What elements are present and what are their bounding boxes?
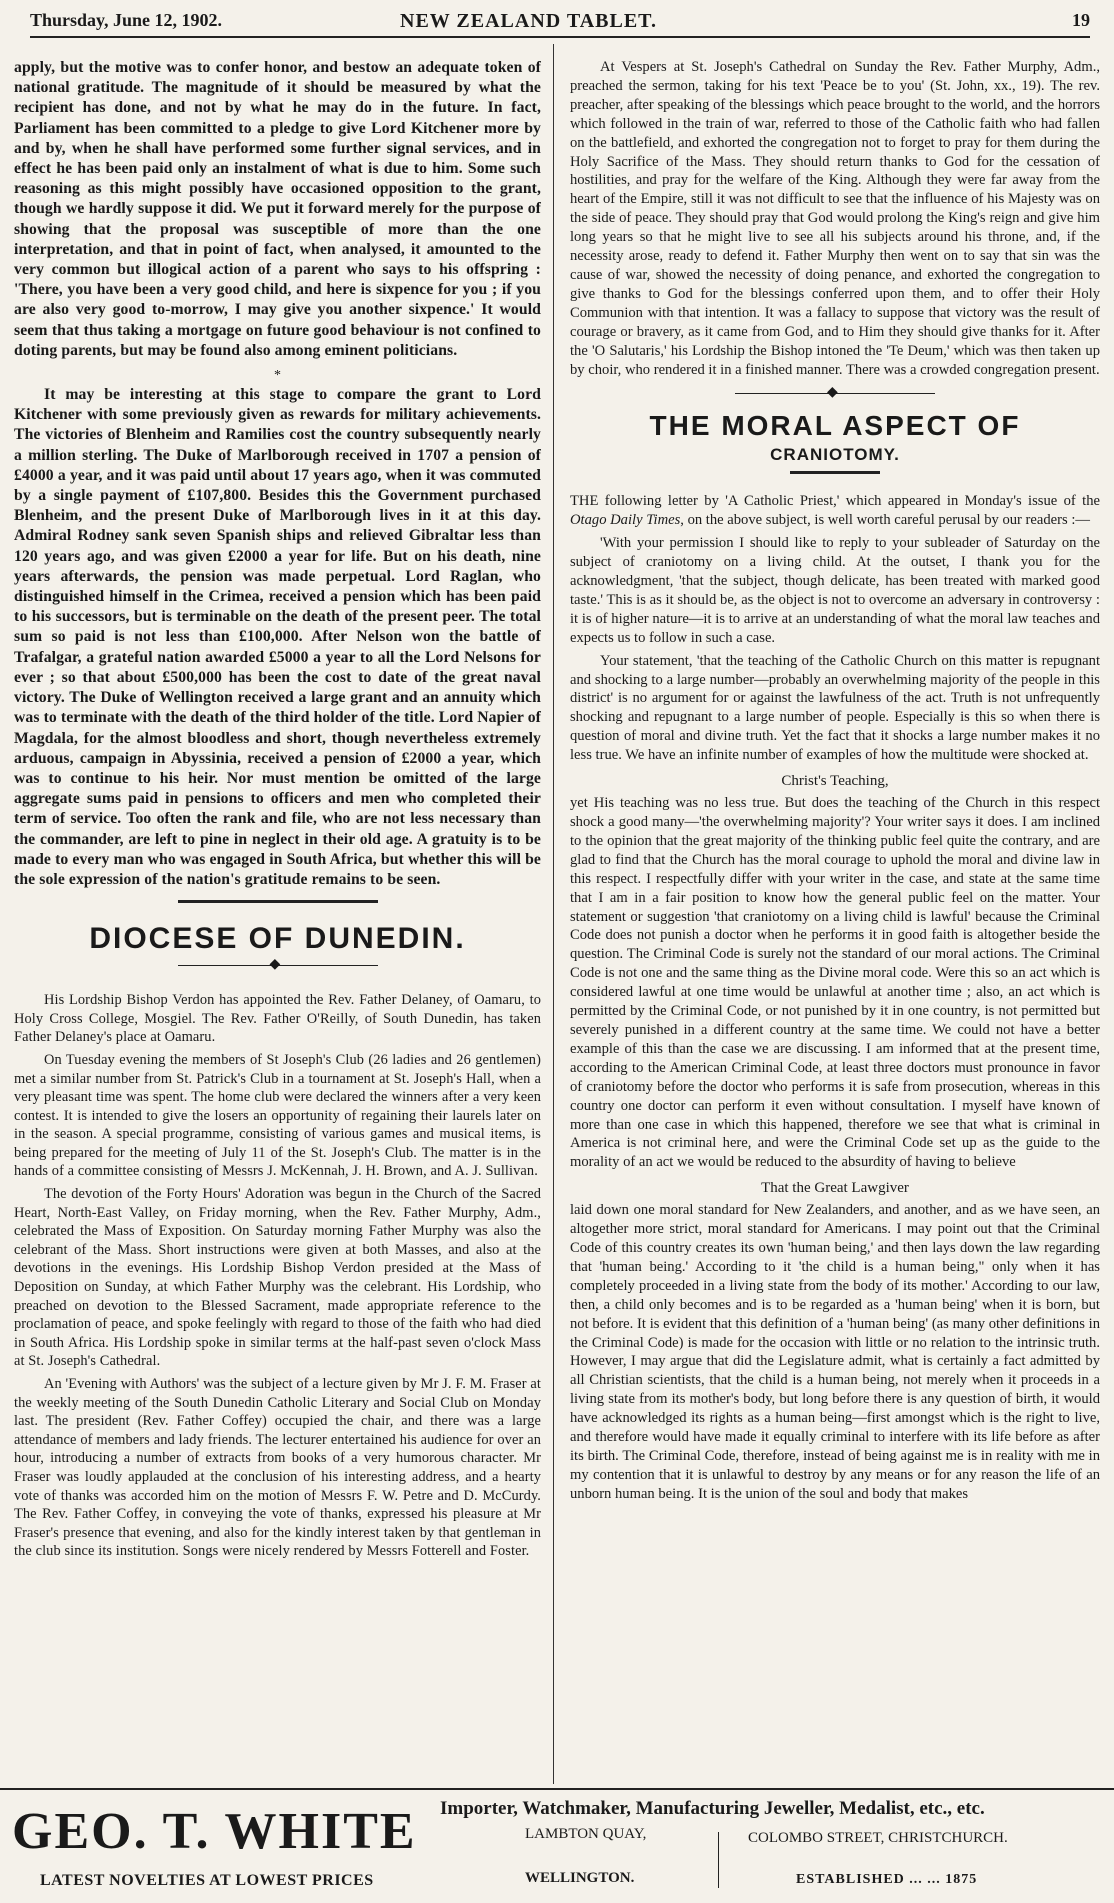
letter-intro-text: THE following letter by 'A Catholic Priest,' which appeared in Monday's issue of the [570,493,1100,510]
jeweller-advertisement [0,1788,1114,1900]
moral-aspect-heading: THE MORAL ASPECT OF [649,410,1021,442]
column-divider [553,44,554,1784]
diocese-paragraph-forty-hours: The devotion of the Forty Hours' Adoration was begun in the Church of the Sacred Heart, North-East Valley, on Friday morning, when the Rev. Father Murphy, Adm., celebrated the Mass of Exposition. On Saturday morning Father Murphy was also the celebrant of the Mass. Short instructions were given at both Masses, and also at the devotions in the evenings. His Lordship Bishop Verdon presided at the Mass of Deposition on Sunday, at which Father Murphy was the celebrant. His Lordship, who preached on devotion to the Blessed Sacrament, made appropriate reference to the proclamation of peace, and spoke feelingly with regard to those of the faith who had died in South Africa. His Lordship spoke in similar terms at the half-past seven o'clock Mass at St. Joseph's Cathedral. [14,1186,541,1370]
address-wellington-city: WELLINGTON. [525,1870,635,1886]
craniotomy-subheading: CRANIOTOMY. [770,445,900,465]
subhead-great-lawgiver: That the Great Lawgiver [761,1180,909,1197]
issue-date: Thursday, June 12, 1902. [30,10,223,30]
letter-intro [570,492,1100,530]
vespers-paragraph: At Vespers at St. Joseph's Cathedral on Sunday the Rev. Father Murphy, Adm., preached the sermon, taking for his text 'Peace be to you' (St. John, xx., 19). The rev. preacher, after speaking of the blessings which peace brought to the world, and the horrors which followed in the train of war, referred to those of the Catholic faith who had fallen on the battlefield, and exhorted the congregation not to forget to pray for them during the Holy Sacrifice of the Mass. They should return thanks to God for the cessation of hostilities, and pray for the welfare of the King. Although they were far away from the heart of the Empire, still it was not difficult to see that the influence of his Majesty was on the side of peace. They should pray that God would prolong the King's reign and give him long years so that he might live to see all his subjects around his throne, and, if the necessity arose, ready to defend it. Father Murphy then went on to say that sin was the cause of war, showed the necessity of doing penance, and exhorted the congregation to give thanks to God for the blessings conferred upon them, and to offer their Holy Communion with that intention. It was a fallacy to suppose that victory was the result of courage or bravery, as it came from God, and to Him they should give thanks for it. After the 'O Salutaris,' his Lordship the Bishop intoned the 'Te Deum,' which was then taken up by choir, who rendered it in a finished manner. There was a crowded congregation present. [570,59,1100,378]
newspaper-title: NEW ZEALAND TABLET. [400,10,658,32]
newspaper-reference: Otago Daily Times [570,512,681,529]
right-column [570,58,1100,1508]
military-grants-paragraph: It may be interesting at this stage to compare the grant to Lord Kitchener with some previously given as rewards for military achievements. The victories of Blenheim and Ramilies cost the country subsequently nearly a million sterling. The Duke of Marlborough received in 1707 a pension of £4000 a year, and it was paid until about 17 years ago, when it was commuted by a single payment of £107,800. Besides this the Government purchased Blenheim, and the present Duke of Marlborough lives in it at this day. Admiral Rodney sank seven Spanish ships and relieved Gibraltar less than 120 years ago, and was given £2000 a year for life. But on his death, nine years afterwards, the pension was made perpetual. Lord Raglan, who distinguished himself in the Crimea, received a pension which has been paid to his successors, but is terminable on the death of the present peer. The total sum so paid is not less than £100,000. After Nelson won the battle of Trafalgar, a grateful nation awarded £5000 a year to all the Lord Nelsons for ever ; so that about £500,000 has been the cost to date of the great naval victory. The Duke of Wellington received a large grant and an annuity which was to terminate with the death of the third holder of the title. Lord Napier of Magdala, for the almost bloodless and short, though nevertheless extremely arduous, campaign in Abyssinia, received a pension of £2000 a year, which was to continue to his heir. Nor must mention be omitted of the large aggregate sums paid in pensions to officers and men who completed their term of service. Too often the rank and file, who are not less necessary than the commander, are left to pine in neglect in their old age. A gratuity is to be made to every man who was engaged in South Africa, but whether this will be the sole expression of the nation's gratitude remains to be seen. [14,386,541,888]
diocese-paragraph-club: On Tuesday evening the members of St Joseph's Club (26 ladies and 26 gentlemen) met a similar number from St. Patrick's Club in a tournament at St. Joseph's Hall, when a very pleasant time was spent. The home club were declared the winners after a very keen contest. It is intended to give the losers an opportunity of regaining their laurels later on in the season. A special programme, consisting of various games and musical items, is being prepared for the meeting of July 11 of the St. Joseph's Club. The matter is in the hands of a committee consisting of Messrs J. McKennah, J. H. Brown, and A. J. Sullivan. [14,1051,541,1180]
page-header [30,6,1090,38]
diocese-paragraph-appointment: His Lordship Bishop Verdon has appointed the Rev. Father Delaney, of Oamaru, to Holy Cross College, Mosgiel. The Rev. Father O'Reilly, of South Dunedin, has taken Father Delaney's place at Oamaru. [14,992,541,1046]
left-column [14,58,541,1565]
page-number: 19 [1072,10,1090,30]
teaching-paragraph: yet His teaching was no less true. But does the teaching of the Church in this respect shock a good many—'the overwhelming majority'? Your writer says it does. I am inclined to the opinion that the great majority of the thinking public feel quite the contrary, and are glad to find that the Church has the moral courage to uphold the moral and divine law in this respect. I respectfully differ with your writer in the case, and state at the same time that I am in a fair position to know how the general public feel on the matter. Your statement or suggestion 'that craniotomy on a living child is lawful' because the Criminal Code does not punish a doctor when he performs it in good faith is altogether beside the question. The Criminal Code is surely not the standard of our moral actions. The Criminal Code is not one and the same thing as the Divine moral code. Were this so an act which is considered lawful at one time would be unlawful at another time ; also, an act which is permitted by the Criminal Code, or not punished by it in one country, is not permitted but severely punished in a different country at the same time. We could not have a better example of this than the case we are discussing. I am informed that at the present time, according to the American Criminal Code, at least three doctors must pronounce in favor of craniotomy before the doctor who performs it is safe from prosecution, whereas in this country one doctor can perform it even without consultation. I myself have known of more than one case in which this happened, therefore we see that what is criminal in America is not criminal here, and were the Criminal Code set up as the guide to the morality of an act we would be reduced to the absurdity of having to believe [570,795,1100,1171]
kitchener-grant-paragraph: apply, but the motive was to confer honor, and bestow an adequate token of national gratitude. The magnitude of it should be measured by what the recipient has done, and not by what he may do in the future. In fact, Parliament has been committed to a pledge to give Lord Kitchener more by and by, when he shall have performed some further signal services, and in effect he has been paid only an instalment of what is due to him. Some such reasoning as this might possibly have occasioned opposition to the grant, though we hardly suppose it did. We put it forward merely for the purpose of showing that the proposal was susceptible of more than the one interpretation, and that in point of fact, when analysed, it amounted to the very common but illogical action of a parent who says to his offspring : 'There, you have been a very good child, and here is sixpence for you ; if you are also very good to-morrow, I may give you another sixpence.' It would seem that thus taking a mortgage on future good behaviour is not confined to doting parents, but may be found also among eminent politicians. [14,59,541,359]
address-christchurch: COLOMBO STREET, CHRISTCHURCH. [748,1830,1008,1846]
ornamental-divider [178,959,378,973]
lawgiver-paragraph: laid down one moral standard for New Zealanders, and another, and as we have seen, an altogether more strict, moral standard for Americans. I may point out that the Criminal Code of this country creates its own 'human being,' and then lays down the law regarding that 'human being.' According to it 'the child is a human being," only when it has completely proceeded in a living state from the body of its mother.' According to our law, then, a child only becomes and is to be regarded as a 'human being' when it is born, but not before. It is evident that this definition of a 'human being' (as many other definitions in the Criminal Code) is made for the occasion with little or no relation to the intrinsic truth. However, I may argue that did the Legislature admit, what is certainly a fact admitted by all Christian scientists, that the child is a human being, not merely when it proceeds in a living state from its mother's body, but long before there is any question of birth, it would have acknowledged its rights as a human being—first amongst which is the right to live, and therefore would have made it equally criminal to interfere with its life before as after its birth. The Criminal Code, therefore, instead of being against me is in reality with me in my contention that it is unlawful to destroy by any means or for any reason the life of an unborn human being. It is the union of the soul and body that makes [570,1202,1100,1502]
advertiser-trades: Importer, Watchmaker, Manufacturing Jeweller, Medalist, etc., etc. [440,1798,985,1819]
letter-intro-text-end: , on the above subject, is well worth careful perusal by our readers :— [680,512,1090,529]
address-wellington-street: LAMBTON QUAY, [525,1826,647,1842]
heading-rule [790,471,880,478]
ornamental-divider-right [735,387,935,401]
address-divider [718,1832,719,1888]
established-year: ESTABLISHED ... ... 1875 [796,1872,978,1887]
advertiser-name: GEO. T. WHITE [12,1803,417,1860]
section-rule [178,900,378,907]
section-star: * [274,368,281,384]
advertiser-tagline: LATEST NOVELTIES AT LOWEST PRICES [40,1872,374,1889]
subhead-christs-teaching: Christ's Teaching, [781,773,889,790]
letter-paragraph-permission: 'With your permission I should like to reply to your subleader of Saturday on the subject of craniotomy on a living child. At the outset, I thank you for the acknowledgment, 'that the subject, though delicate, has been treated with marked good taste.' This is as it should be, as the object is not to overcome an adversary in controversy : it is of higher nature—it is to arrive at an understanding of what the moral law teaches and expects us to follow in such a case. [570,535,1100,646]
diocese-paragraph-lecture: An 'Evening with Authors' was the subject of a lecture given by Mr J. F. M. Fraser at the weekly meeting of the South Dunedin Catholic Literary and Social Club on Monday last. The president (Rev. Father Coffey) occupied the chair, and there was a large attendance of members and lady friends. The lecturer entertained his audience for over an hour, introducing a number of extracts from books of a very humorous character. Mr Fraser was loudly applauded at the conclusion of his interesting address, and a hearty vote of thanks was accorded him on the motion of Messrs F. W. Petre and D. McCurdy. The Rev. Father Coffey, in conveying the vote of thanks, expressed his pleasure at Mr Fraser's presence that evening, and also for the kindly interest taken by that gentleman in the club since its institution. Songs were nicely rendered by Messrs Fotterell and Foster. [14,1376,541,1560]
diocese-heading: DIOCESE OF DUNEDIN. [89,922,466,956]
letter-paragraph-statement: Your statement, 'that the teaching of the Catholic Church on this matter is repugnant and shocking to a large number—probably an overwhelming majority of the people in this district' is no argument for or against the lawfulness of the act. Truth is not unfrequently shocking and repugnant to a large number of people. Especially is this so when there is question of moral and divine truth. Yet the fact that it shocks a large number makes it no less true. We have an infinite number of examples of how the multitude were shocked at. [570,652,1100,764]
